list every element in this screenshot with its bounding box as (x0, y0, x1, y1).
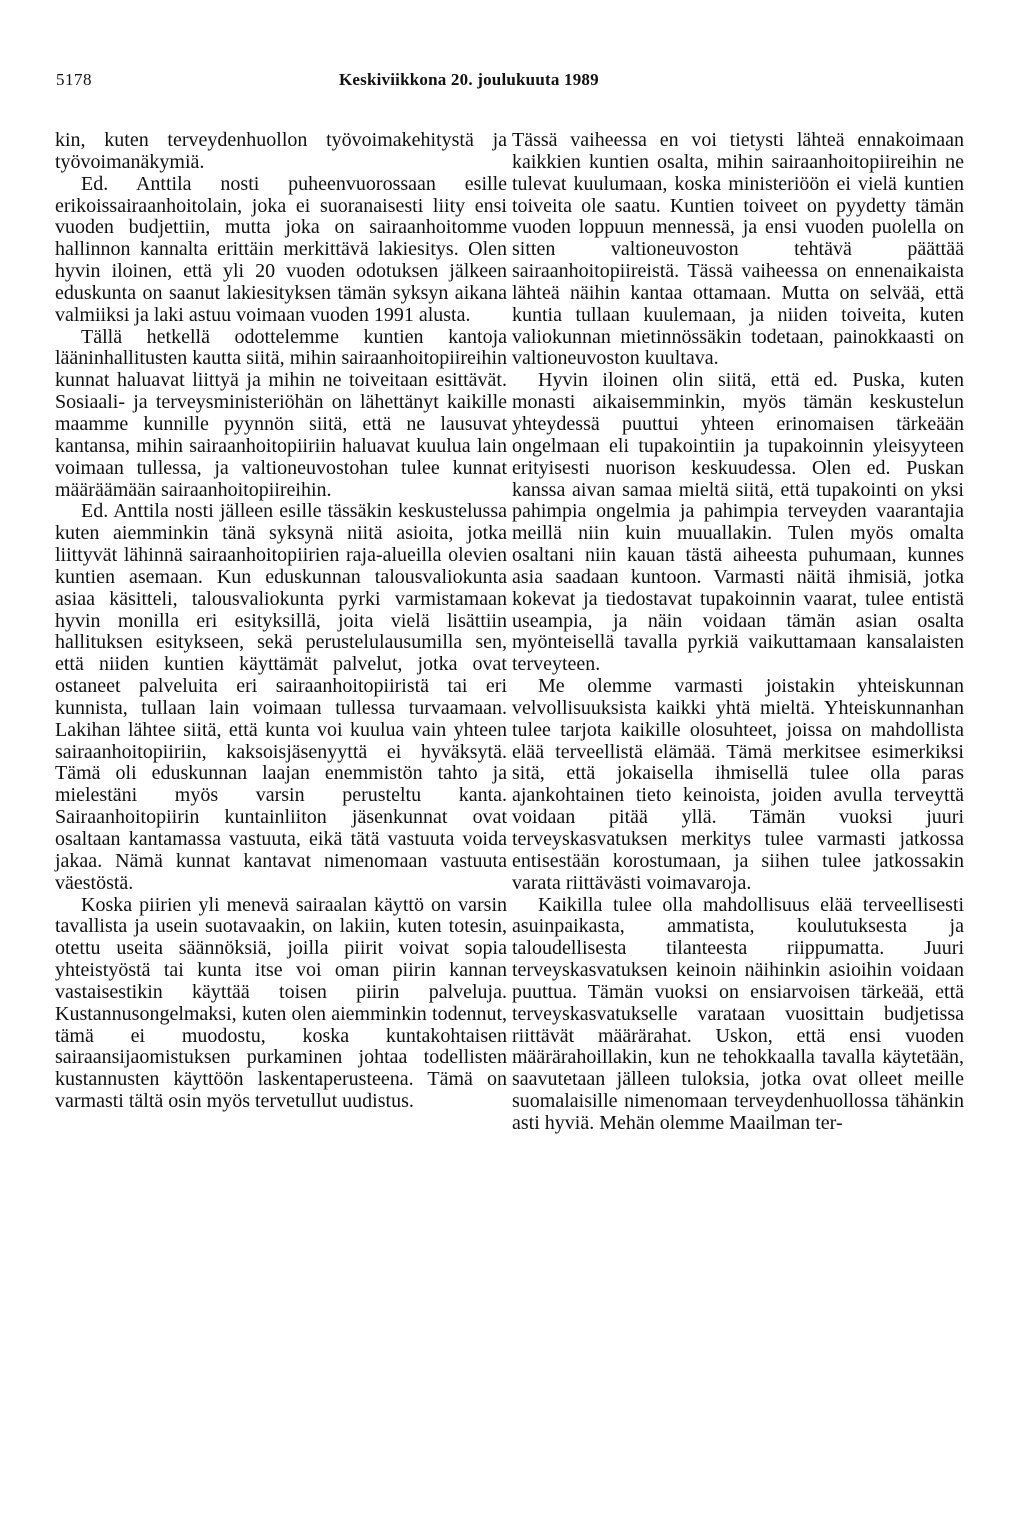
paragraph: Me olemme varmasti joistakin yhteiskunnan velvollisuuksista kaikki yhtä mieltä. Yhteiskunnanhan tulee tarjota kaikille olosuhteet, joissa on mahdollista elää terveellistä elämää. Tämä merkitsee esimerkiksi sitä, että jokaisella ihmisellä tulee olla paras ajankohtainen tieto keinoista, joiden avulla terveyttä voidaan pitää yllä. Tämän vuoksi juuri terveyskasvatuksen merkitys tulee varmasti jatkossa entisestään korostumaan, ja siihen tulee jatkossakin varata riittävästi voimavaroja. (512, 675, 964, 894)
page-number: 5178 (56, 70, 92, 89)
paragraph: Koska piirien yli menevä sairaalan käyttö on varsin tavallista ja usein suotavaakin, on lakiin, kuten totesin, otettu useita säännöksiä, joilla piirit voivat sopia yhteistyöstä tai kunta itse voi oman piirin kannan vastaisestikin käyttää toisen piirin palveluja. Kustannusongelmaksi, kuten olen aiemminkin todennut, tämä ei muodostu, koska kuntakohtaisen sairaansijaomistuksen purkaminen johtaa todellisten kustannusten käyttöön laskentaperusteena. Tämä on varmasti tältä osin myös tervetullut uudistus. (55, 893, 507, 1113)
page-header (0, 70, 1024, 92)
running-head: Keskiviikkona 20. joulukuuta 1989 (339, 70, 599, 89)
paragraph: Hyvin iloinen olin siitä, että ed. Puska, kuten monasti aikaisemminkin, myös tämän keskustelun yhteydessä puuttui yhteen erinomaisen tärkeään ongelmaan eli tupakointiin ja tupakoinnin yleisyyteen erityisesti nuorison keskuudessa. Olen ed. Puskan kanssa aivan samaa mieltä siitä, että tupakointi on yksi pahimpia ongelmia ja pahimpia terveyden vaarantajia meillä niin kuin muuallakin. Tulen myös omalta osaltani niin kauan tästä aiheesta puhumaan, kunnes asia saadaan kuntoon. Varmasti näitä ihmisiä, jotka kokevat ja tiedostavat tupakoinnin vaarat, tulee entistä useampia, ja näin voidaan tämän asian osalta myönteisellä tavalla pyrkiä vaikuttamaan kansalaisten terveyteen. (512, 369, 964, 676)
right-column (512, 130, 964, 1135)
left-column (55, 130, 507, 1113)
paragraph: Tällä hetkellä odottelemme kuntien kantoja lääninhallitusten kautta siitä, mihin sairaanhoitopiireihin kunnat haluavat liittyä ja mihin ne toiveitaan esittävät. Sosiaali- ja terveysministeriöhän on lähettänyt kaikille maamme kunnille pyynnön siitä, että ne lausuvat kantansa, mihin sairaanhoitopiiriin haluavat kuulua lain voimaan tullessa, ja valtioneuvostohan tulee kunnat määräämään sairaanhoitopiireihin. (55, 325, 507, 501)
paragraph: kin, kuten terveydenhuollon työvoimakehitystä ja työvoimanäkymiä. (55, 129, 507, 173)
paragraph: Tässä vaiheessa en voi tietysti lähteä ennakoimaan kaikkien kuntien osalta, mihin sairaanhoitopiireihin ne tulevat kuulumaan, koska ministeriöön ei vielä kuntien toiveita ole saatu. Kuntien toiveet on pyydetty tämän vuoden loppuun mennessä, ja ensi vuoden puolella on sitten valtioneuvoston tehtävä päättää sairaanhoitopiireistä. Tässä vaiheessa on ennenaikaista lähteä näihin kantaa ottamaan. Mutta on selvää, että kuntia tullaan kuulemaan, ja niiden toiveita, kuten valiokunnan mietinnössäkin todetaan, painokkaasti on valtioneuvoston kuultava. (512, 129, 964, 370)
paragraph: Ed. Anttila nosti puheenvuorossaan esille erikoissairaanhoitolain, joka ei suoranaisesti liity ensi vuoden budjettiin, mutta joka on sairaanhoitomme hallinnon kannalta erittäin merkittävä lakiesitys. Olen hyvin iloinen, että yli 20 vuoden odotuksen jälkeen eduskunta on saanut lakiesityksen tämän syksyn aikana valmiiksi ja laki astuu voimaan vuoden 1991 alusta. (55, 172, 507, 326)
paragraph: Kaikilla tulee olla mahdollisuus elää terveellisesti asuinpaikasta, ammatista, koulutuksesta ja taloudellisesta tilanteesta riippumatta. Juuri terveyskasvatuksen keinoin näihinkin asioihin voidaan puuttua. Tämän vuoksi on ensiarvoisen tärkeää, että terveyskasvatukselle varataan vuosittain budjetissa riittävät määrärahat. Uskon, että ensi vuoden määrärahoillakin, kun ne tehokkaalla tavalla käytetään, saavutetaan jälleen tuloksia, jotka ovat olleet meille suomalaisille nimenomaan terveydenhuollossa tähänkin asti hyviä. Mehän olemme Maailman ter- (512, 893, 964, 1134)
paragraph: Ed. Anttila nosti jälleen esille tässäkin keskustelussa kuten aiemminkin tänä syksynä niitä asioita, jotka liittyvät lähinnä sairaanhoitopiirien raja-alueilla olevien kuntien asemaan. Kun eduskunnan talousvaliokunta asiaa käsitteli, talousvaliokunta pyrki varmistamaan hyvin monilla eri esityksillä, joita vielä lisättiin hallituksen esitykseen, sekä perustelulausumilla sen, että niiden kuntien käyttämät palvelut, jotka ovat ostaneet palveluita eri sairaanhoitopiiristä tai eri kunnista, tullaan lain voimaan tullessa turvaamaan. Lakihan lähtee siitä, että kunta voi kuulua vain yhteen sairaanhoitopiiriin, kaksoisjäsenyyttä ei hyväksytä. Tämä oli eduskunnan laajan enemmistön tahto ja mielestäni myös varsin perusteltu kanta. Sairaanhoitopiirin kuntainliiton jäsenkunnat ovat osaltaan kantamassa vastuuta, eikä tätä vastuuta voida jakaa. Nämä kunnat kantavat nimenomaan vastuuta väestöstä. (55, 500, 507, 894)
